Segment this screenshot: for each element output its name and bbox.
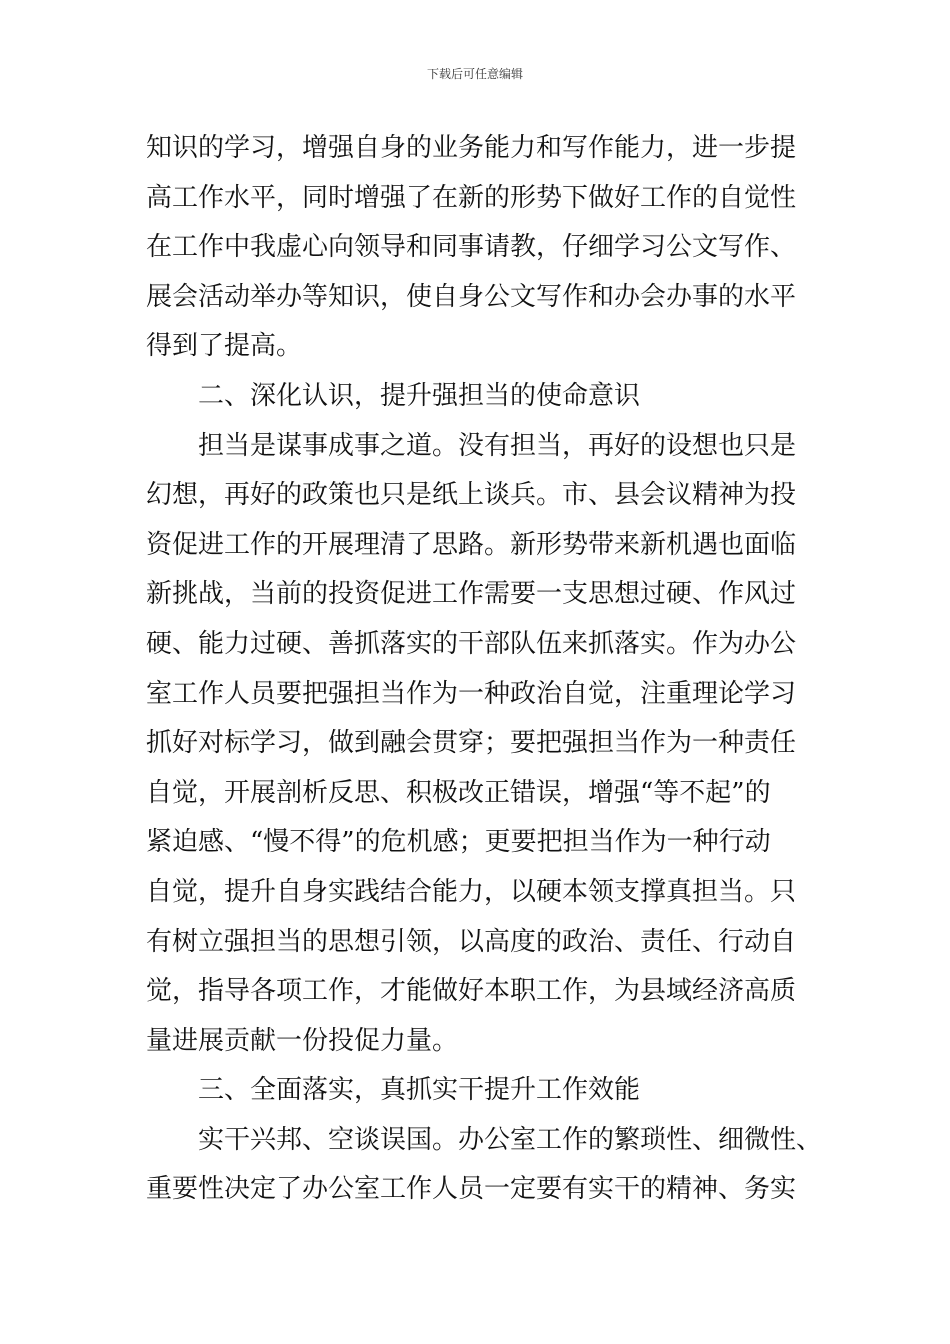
- text-line: 担当是谋事成事之道。没有担当，再好的设想也只是: [198, 430, 797, 461]
- text-line: 觉，指导各项工作，才能做好本职工作，为县域经济高质: [146, 976, 797, 1007]
- text-line: 自觉，提升自身实践结合能力，以硬本领支撑真担当。只: [146, 876, 797, 907]
- text-line: 自觉，开展剖析反思、积极改正错误，增强“等不起”的: [146, 777, 771, 808]
- document-body: [146, 124, 823, 1215]
- text-line: 新挑战，当前的投资促进工作需要一支思想过硬、作风过: [146, 579, 797, 610]
- page-header: 下载后可任意编辑: [426, 67, 523, 81]
- text-line: 实干兴邦、空谈误国。办公室工作的繁琐性、细微性、: [198, 1124, 823, 1155]
- text-line: 得到了提高。: [146, 331, 303, 362]
- text-line: 高工作水平，同时增强了在新的形势下做好工作的自觉性: [146, 182, 797, 213]
- text-line: 量进展贡献一份投促力量。: [146, 1025, 459, 1056]
- text-line: 幻想，再好的政策也只是纸上谈兵。市、县会议精神为投: [146, 480, 797, 511]
- section-heading: 二、深化认识，提升强担当的使命意识: [198, 380, 641, 411]
- text-line: 抓好对标学习，做到融会贯穿；要把强担当作为一种责任: [146, 728, 797, 759]
- text-line: 室工作人员要把强担当作为一种政治自觉，注重理论学习: [146, 678, 797, 709]
- text-line: 硬、能力过硬、善抓落实的干部队伍来抓落实。作为办公: [146, 628, 797, 659]
- text-line: 有树立强担当的思想引领，以高度的政治、责任、行动自: [146, 926, 797, 957]
- section-heading: 三、全面落实，真抓实干提升工作效能: [198, 1075, 641, 1106]
- text-line: 知识的学习，增强自身的业务能力和写作能力，进一步提: [146, 133, 797, 163]
- text-line: 资促进工作的开展理清了思路。新形势带来新机遇也面临: [146, 529, 797, 560]
- text-line: 展会活动举办等知识，使自身公文写作和办会办事的水平: [146, 281, 797, 312]
- text-line: 在工作中我虚心向领导和同事请教，仔细学习公文写作、: [146, 232, 797, 263]
- text-line: 紧迫感、“慢不得”的危机感；更要把担当作为一种行动: [146, 827, 771, 858]
- text-line: 重要性决定了办公室工作人员一定要有实干的精神、务实: [146, 1174, 797, 1205]
